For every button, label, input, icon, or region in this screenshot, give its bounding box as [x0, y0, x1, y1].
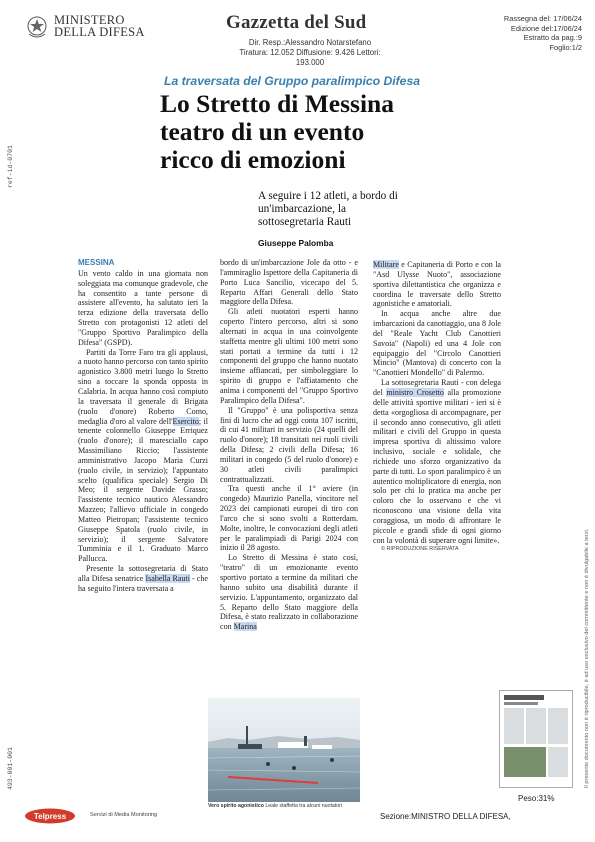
editor-line: Dir. Resp.:Alessandro Notarstefano — [248, 38, 372, 47]
article-subhead: A seguire i 12 atleti, a bordo di un'imbarcazione, la sottosegretaria Rauti — [258, 190, 398, 228]
caption-text: Leale staffetta tra alcuni nuotatori — [263, 803, 342, 809]
headline-line-2: teatro di un evento — [160, 117, 365, 146]
caption-bold: Vero spirito agonistico — [208, 803, 264, 809]
article-dateline: MESSINA — [78, 258, 115, 267]
article-kicker: La traversata del Gruppo paralimpico Difesa — [164, 74, 421, 88]
article-column-1 — [78, 258, 208, 594]
copyright-notice: © RIPRODUZIONE RISERVATA — [381, 546, 459, 553]
text-run: e Capitaneria di Porto e con la "Asd Ulysse Nuoto", associazione sportiva dilettantistica che organizza e coordina le traversate dello Stretto agonistiche e amatoriali. — [373, 260, 501, 309]
paragraph: Gli atleti nuotatori esperti hanno coperto l'intero percorso, altri si sono alternati in acqua in una coinvolgente staffetta mentre gli ultimi 100 metri sono stati portati a termine da tutti i 12 componenti del gruppo che hanno nuotato insieme affiancati, per simboleggiare lo spirito di gruppo e l'affiatamento che anima i componenti del "Gruppo Sportivo Paralimpico della Difesa". — [220, 307, 358, 405]
paragraph — [78, 564, 208, 594]
highlight-marina: Marina — [233, 622, 257, 632]
telpress-logo — [24, 808, 76, 824]
text-run: - che ha seguito l'intera traversata a — [78, 574, 209, 593]
edition-date: Edizione del:17/06/24 — [510, 23, 582, 33]
text-run: alla promozione delle attività sportive militari - ieri si è detta «orgogliosa di accompagnare, per il secondo anno consecutivo, gli atleti militari e civili del Gruppo in questa impresa sportiva di altissimo valore inclusivo, sociale e solidale, che richiede uno sforzo organizzativo da parte di tutti. Lo sport paralimpico è un autentico moltiplicatore di energia, non solo per chi lo pratica ma anche per coloro che lo osservano e che vi riconoscono una visione della vita coraggiosa, un modo di affrontare le piccole e grandi sfide di ogni giorno con la volontà di superare ogni limite». — [373, 387, 502, 545]
rassegna-date: Rassegna del: 17/06/24 — [503, 14, 582, 23]
ministry-name — [54, 14, 145, 38]
paragraph: Un vento caldo in una giornata non soleggiata ma comunque gradevole, che ha consentito a tante persone di assistere all'evento, ha salutato ieri la terza edizione della traversata dello Stretto con protagonisti 12 atleti del "Gruppo Sportivo Paralimpico della Difesa" (GSPD). — [78, 268, 208, 347]
paragraph — [373, 260, 501, 309]
paragraph — [220, 553, 358, 632]
sheet-number: Foglio:1/2 — [549, 42, 582, 52]
newspaper-masthead: Gazzetta del Sud — [226, 12, 367, 33]
article-photo — [208, 698, 360, 802]
highlight-crosetto: ministro Crosetto — [386, 387, 444, 397]
text-run: Lo Stretto di Messina è stato così, "teatro" di un emozionante evento sportivo portato a termine da militari che hanno subito una disabilità durante il servizio. L'appuntamento, organizzato dal 5. Reparto dello Stato maggiore della Difesa, è stato realizzato in collaborazione con — [220, 553, 358, 632]
page-thumbnail — [499, 690, 573, 788]
article-column-2 — [220, 258, 358, 632]
paragraph: In acqua anche altre due imbarcazioni da canottaggio, una 8 Jole del "Reale Yacht Club Canottieri Savoia" (Napoli) ed una 4 Jole con equipaggio del "Circolo Canottieri Mincio" (Mantova) di concerto con la "Canottieri Mondello" di Palermo. — [373, 309, 501, 378]
paragraph: Il "Gruppo" è una polisportiva senza fini di lucro che ad oggi conta 107 iscritti, di cui 41 militari in servizio (24 quelli del ruolo d'onore); 18 transitati nei ruoli civili della Difesa; 2 civili della Difesa; 16 militari in congedo (5 del ruolo d'onore) e 30 atleti civili paralimpici contrattualizzati. — [220, 405, 358, 484]
paragraph — [78, 348, 208, 565]
right-margin-notice: Il presente documento non è riproducibile, è ad uso esclusivo del committente e non è divulgabile a terzi. — [584, 528, 590, 788]
masthead-meta — [226, 38, 394, 68]
text-run: Partiti da Torre Faro tra gli applausi, a nuoto hanno percorso con tanto spirito agonistico 3.800 metri lungo lo Stretto sino a toccare la sponda opposta in Calabria. In acqua hanno così compiuto la traversata il generale di Brigata (ruolo d'onore) Roberto Como, medaglia d'oro al valore dell' — [78, 347, 208, 426]
highlight-esercito: Esercito — [172, 416, 199, 426]
text-run: La sottosegretaria Rauti - con delega del — [373, 378, 501, 397]
section-label: Sezione:MINISTRO DELLA DIFESA, — [380, 812, 511, 821]
paragraph: bordo di un'imbarcazione Jole da otto - e l'ammiraglio Ispettore della Capitaneria di Porto Luca Sancilio, vicecapo del 5. Reparto Affari Generali dello Stato maggiore della Difesa. — [220, 258, 358, 307]
page-extract: Estratto da pag.:9 — [523, 33, 582, 43]
paragraph — [373, 378, 501, 545]
article-column-3 — [373, 260, 501, 555]
headline-line-1: Lo Stretto di Messina — [160, 89, 394, 118]
weight-percentage: Peso:31% — [518, 794, 555, 803]
left-margin-code-bottom: 493-001-001 — [7, 747, 14, 790]
footer-services: Servizi di Media Monitoring — [90, 812, 158, 818]
text-run: ; il tenente colonnello Giuseppe Erriquez (ruolo d'onore); il maresciallo capo Massimiliano Riccio; l'assistente amministrativo Jacopo Maria Curzi (ruolo civile, in servizio); l'appuntato scelto (qualifica speciale) Sergio Di Meo; il sergente Davide Grasso; l'assistente tecnico nautico Alessandro Mazzeo; l'allievo ufficiale in congedo Matteo Pietropan; l'assistente tecnico Giuseppe Spatola (ruolo civile, in servizio); il sergente Salvatore Tumminia e il 1. Graduato Marco Pallucca. — [78, 416, 208, 564]
svg-text:Telpress: Telpress — [33, 812, 67, 821]
headline-line-3: ricco di emozioni — [160, 145, 346, 174]
article-headline — [160, 90, 460, 174]
photo-caption — [208, 803, 368, 809]
left-margin-code-top: ref-id-0701 — [7, 145, 14, 188]
clipping-info — [490, 14, 582, 52]
ministry-line-2: DELLA DIFESA — [54, 25, 145, 39]
article-byline: Giuseppe Palomba — [258, 238, 334, 248]
text-run: Presente la sottosegretaria di Stato alla Difesa senatrice — [78, 564, 208, 583]
highlight-rauti: Isabella Rauti — [145, 574, 190, 583]
circulation-line: Tiratura: 12.052 Diffusione: 9.426 Lettori: 193.000 — [239, 48, 381, 67]
highlight-militare: Militare — [373, 260, 399, 269]
paragraph: Tra questi anche il 1° aviere (in congedo) Maurizio Panella, vincitore nel 2023 dei campionati europei di tiro con l'arco che si sono svolti a Rotterdam. Molte, inoltre, le convocazioni degli atleti per le paralimpiadi di Parigi 2024 con inizio il 28 agosto. — [220, 484, 358, 553]
ministry-line-1: MINISTERO — [54, 13, 125, 27]
republic-emblem-icon — [26, 14, 48, 38]
